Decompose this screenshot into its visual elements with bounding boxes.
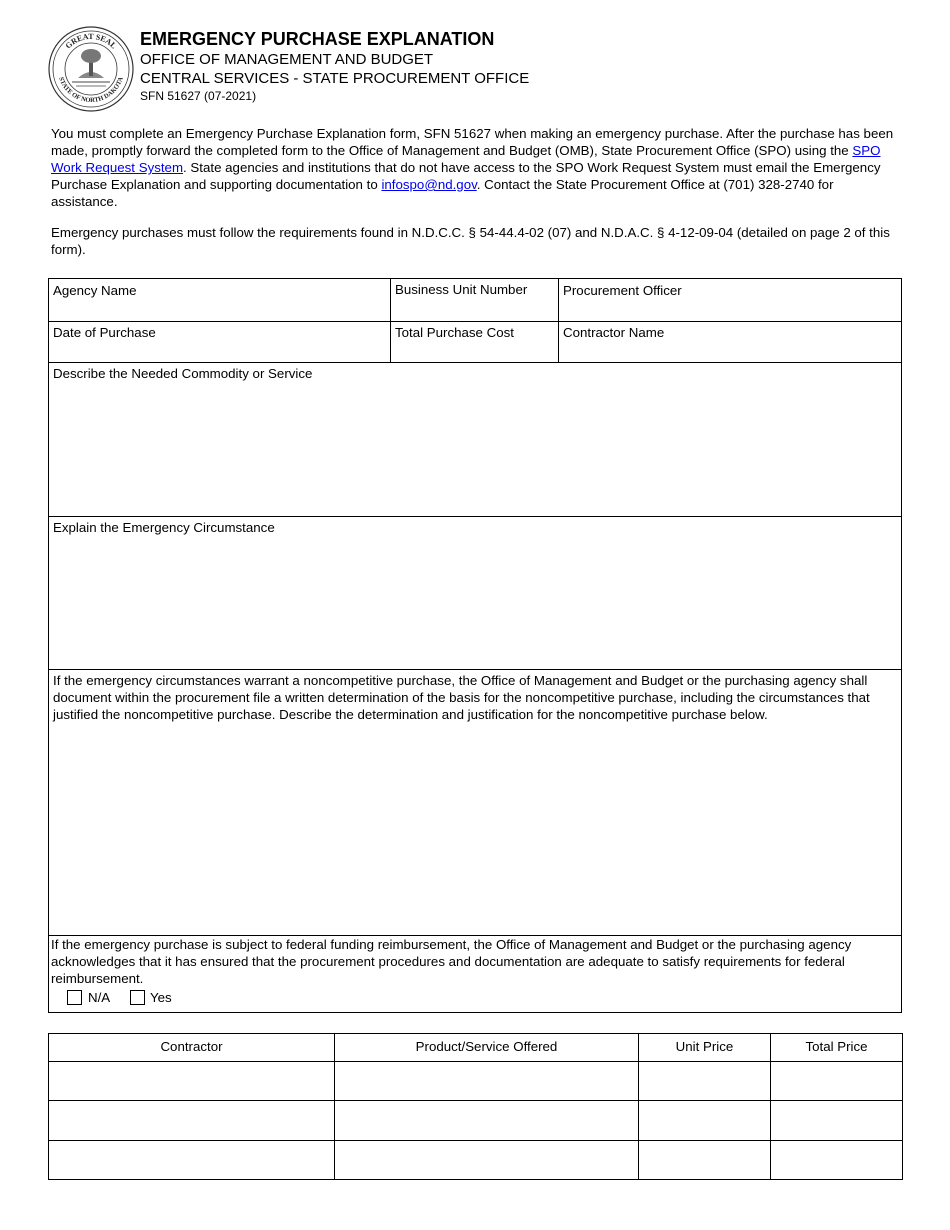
intro-text-1: You must complete an Emergency Purchase Explanation form, SFN 51627 when making an emergency purchase. After the purchase has been made, promptly forward the completed form to the Office of Management and Budget (OMB), State Procurement Office (SPO) using the bbox=[51, 126, 894, 158]
total-purchase-cost-field[interactable] bbox=[391, 322, 558, 362]
table-cell-total-price[interactable] bbox=[771, 1141, 902, 1179]
table-cell-unit-price[interactable] bbox=[639, 1141, 770, 1179]
intro-text-2: . State agencies and institutions that do not have access to the SPO Work Request System must email the Emergency Purchase Explanation and supporting documentation to bbox=[51, 160, 881, 192]
north-dakota-seal-logo bbox=[48, 26, 134, 112]
noncompetitive-label: If the emergency circumstances warrant a noncompetitive purchase, the Office of Management and Budget or the purchasing agency shall document within the procurement file a written determination of the basis for the noncompetitive purchase, including the circumstances that justified the noncompetitive purchase. Describe the determination and justification for the noncompetitive purchase below. bbox=[53, 673, 870, 722]
intro-text-3: . Contact the State Procurement Office at (701) 328-2740 for assistance. bbox=[51, 177, 834, 209]
describe-commodity-field[interactable] bbox=[49, 363, 901, 516]
table-cell-contractor[interactable] bbox=[49, 1101, 334, 1140]
form-header bbox=[140, 28, 529, 104]
na-checkbox-label: N/A bbox=[88, 990, 111, 1005]
describe-commodity-label: Describe the Needed Commodity or Service bbox=[53, 366, 313, 381]
header-unit-price: Unit Price bbox=[675, 1039, 734, 1054]
requirements-paragraph: Emergency purchases must follow the requirements found in N.D.C.C. § 54-44.4-02 (07) and N.D.A.C. § 4-12-09-04 (detailed on page 2 of this form). bbox=[51, 225, 890, 257]
header-contractor: Contractor bbox=[160, 1039, 223, 1054]
intro-paragraph bbox=[51, 125, 901, 210]
date-of-purchase-field[interactable] bbox=[49, 322, 390, 362]
procurement-officer-field[interactable] bbox=[559, 279, 901, 321]
contractor-name-field[interactable] bbox=[559, 322, 901, 362]
explain-emergency-label: Explain the Emergency Circumstance bbox=[53, 520, 275, 535]
table-cell-product[interactable] bbox=[335, 1141, 638, 1179]
svg-text:GREAT SEAL bbox=[64, 32, 119, 50]
federal-reimbursement-section bbox=[49, 936, 901, 1012]
yes-checkbox[interactable] bbox=[130, 990, 145, 1005]
federal-reimbursement-label: If the emergency purchase is subject to federal funding reimbursement, the Office of Management and Budget or the purchasing agency acknowledges that it has ensured that the procurement procedures and documentation are adequate to satisfy requirements for federal reimbursement. bbox=[51, 937, 852, 986]
table-cell-total-price[interactable] bbox=[771, 1101, 902, 1140]
na-checkbox[interactable] bbox=[67, 990, 82, 1005]
date-of-purchase-label: Date of Purchase bbox=[53, 325, 156, 340]
seal-top-text: GREAT SEAL bbox=[63, 31, 119, 51]
procurement-officer-label: Procurement Officer bbox=[563, 283, 682, 298]
seal-bottom-text: STATE OF NORTH DAKOTA bbox=[57, 76, 125, 105]
email-link[interactable]: infospo@nd.gov bbox=[381, 177, 477, 192]
business-unit-field[interactable] bbox=[391, 279, 558, 321]
table-cell-product[interactable] bbox=[335, 1062, 638, 1100]
agency-name-label: Agency Name bbox=[53, 283, 137, 298]
form-title: EMERGENCY PURCHASE EXPLANATION bbox=[140, 29, 495, 49]
header-product-service: Product/Service Offered bbox=[415, 1039, 558, 1054]
contractor-name-label: Contractor Name bbox=[563, 325, 665, 340]
business-unit-label: Business Unit Number bbox=[395, 282, 528, 297]
agency-name-field[interactable] bbox=[49, 279, 390, 321]
noncompetitive-justification-field[interactable] bbox=[49, 670, 901, 935]
table-cell-unit-price[interactable] bbox=[639, 1062, 770, 1100]
table-cell-product[interactable] bbox=[335, 1101, 638, 1140]
total-purchase-cost-label: Total Purchase Cost bbox=[395, 325, 514, 340]
explain-emergency-field[interactable] bbox=[49, 517, 901, 669]
table-cell-total-price[interactable] bbox=[771, 1062, 902, 1100]
agency-line: OFFICE OF MANAGEMENT AND BUDGET bbox=[140, 51, 434, 68]
yes-checkbox-label: Yes bbox=[150, 990, 172, 1005]
table-cell-contractor[interactable] bbox=[49, 1062, 334, 1100]
form-number: SFN 51627 (07-2021) bbox=[140, 89, 257, 103]
division-line: CENTRAL SERVICES - STATE PROCUREMENT OFFICE bbox=[140, 70, 530, 87]
table-cell-unit-price[interactable] bbox=[639, 1101, 770, 1140]
table-cell-contractor[interactable] bbox=[49, 1141, 334, 1179]
spo-work-request-link[interactable]: SPO Work Request System bbox=[51, 143, 881, 175]
header-total-price: Total Price bbox=[805, 1039, 868, 1054]
